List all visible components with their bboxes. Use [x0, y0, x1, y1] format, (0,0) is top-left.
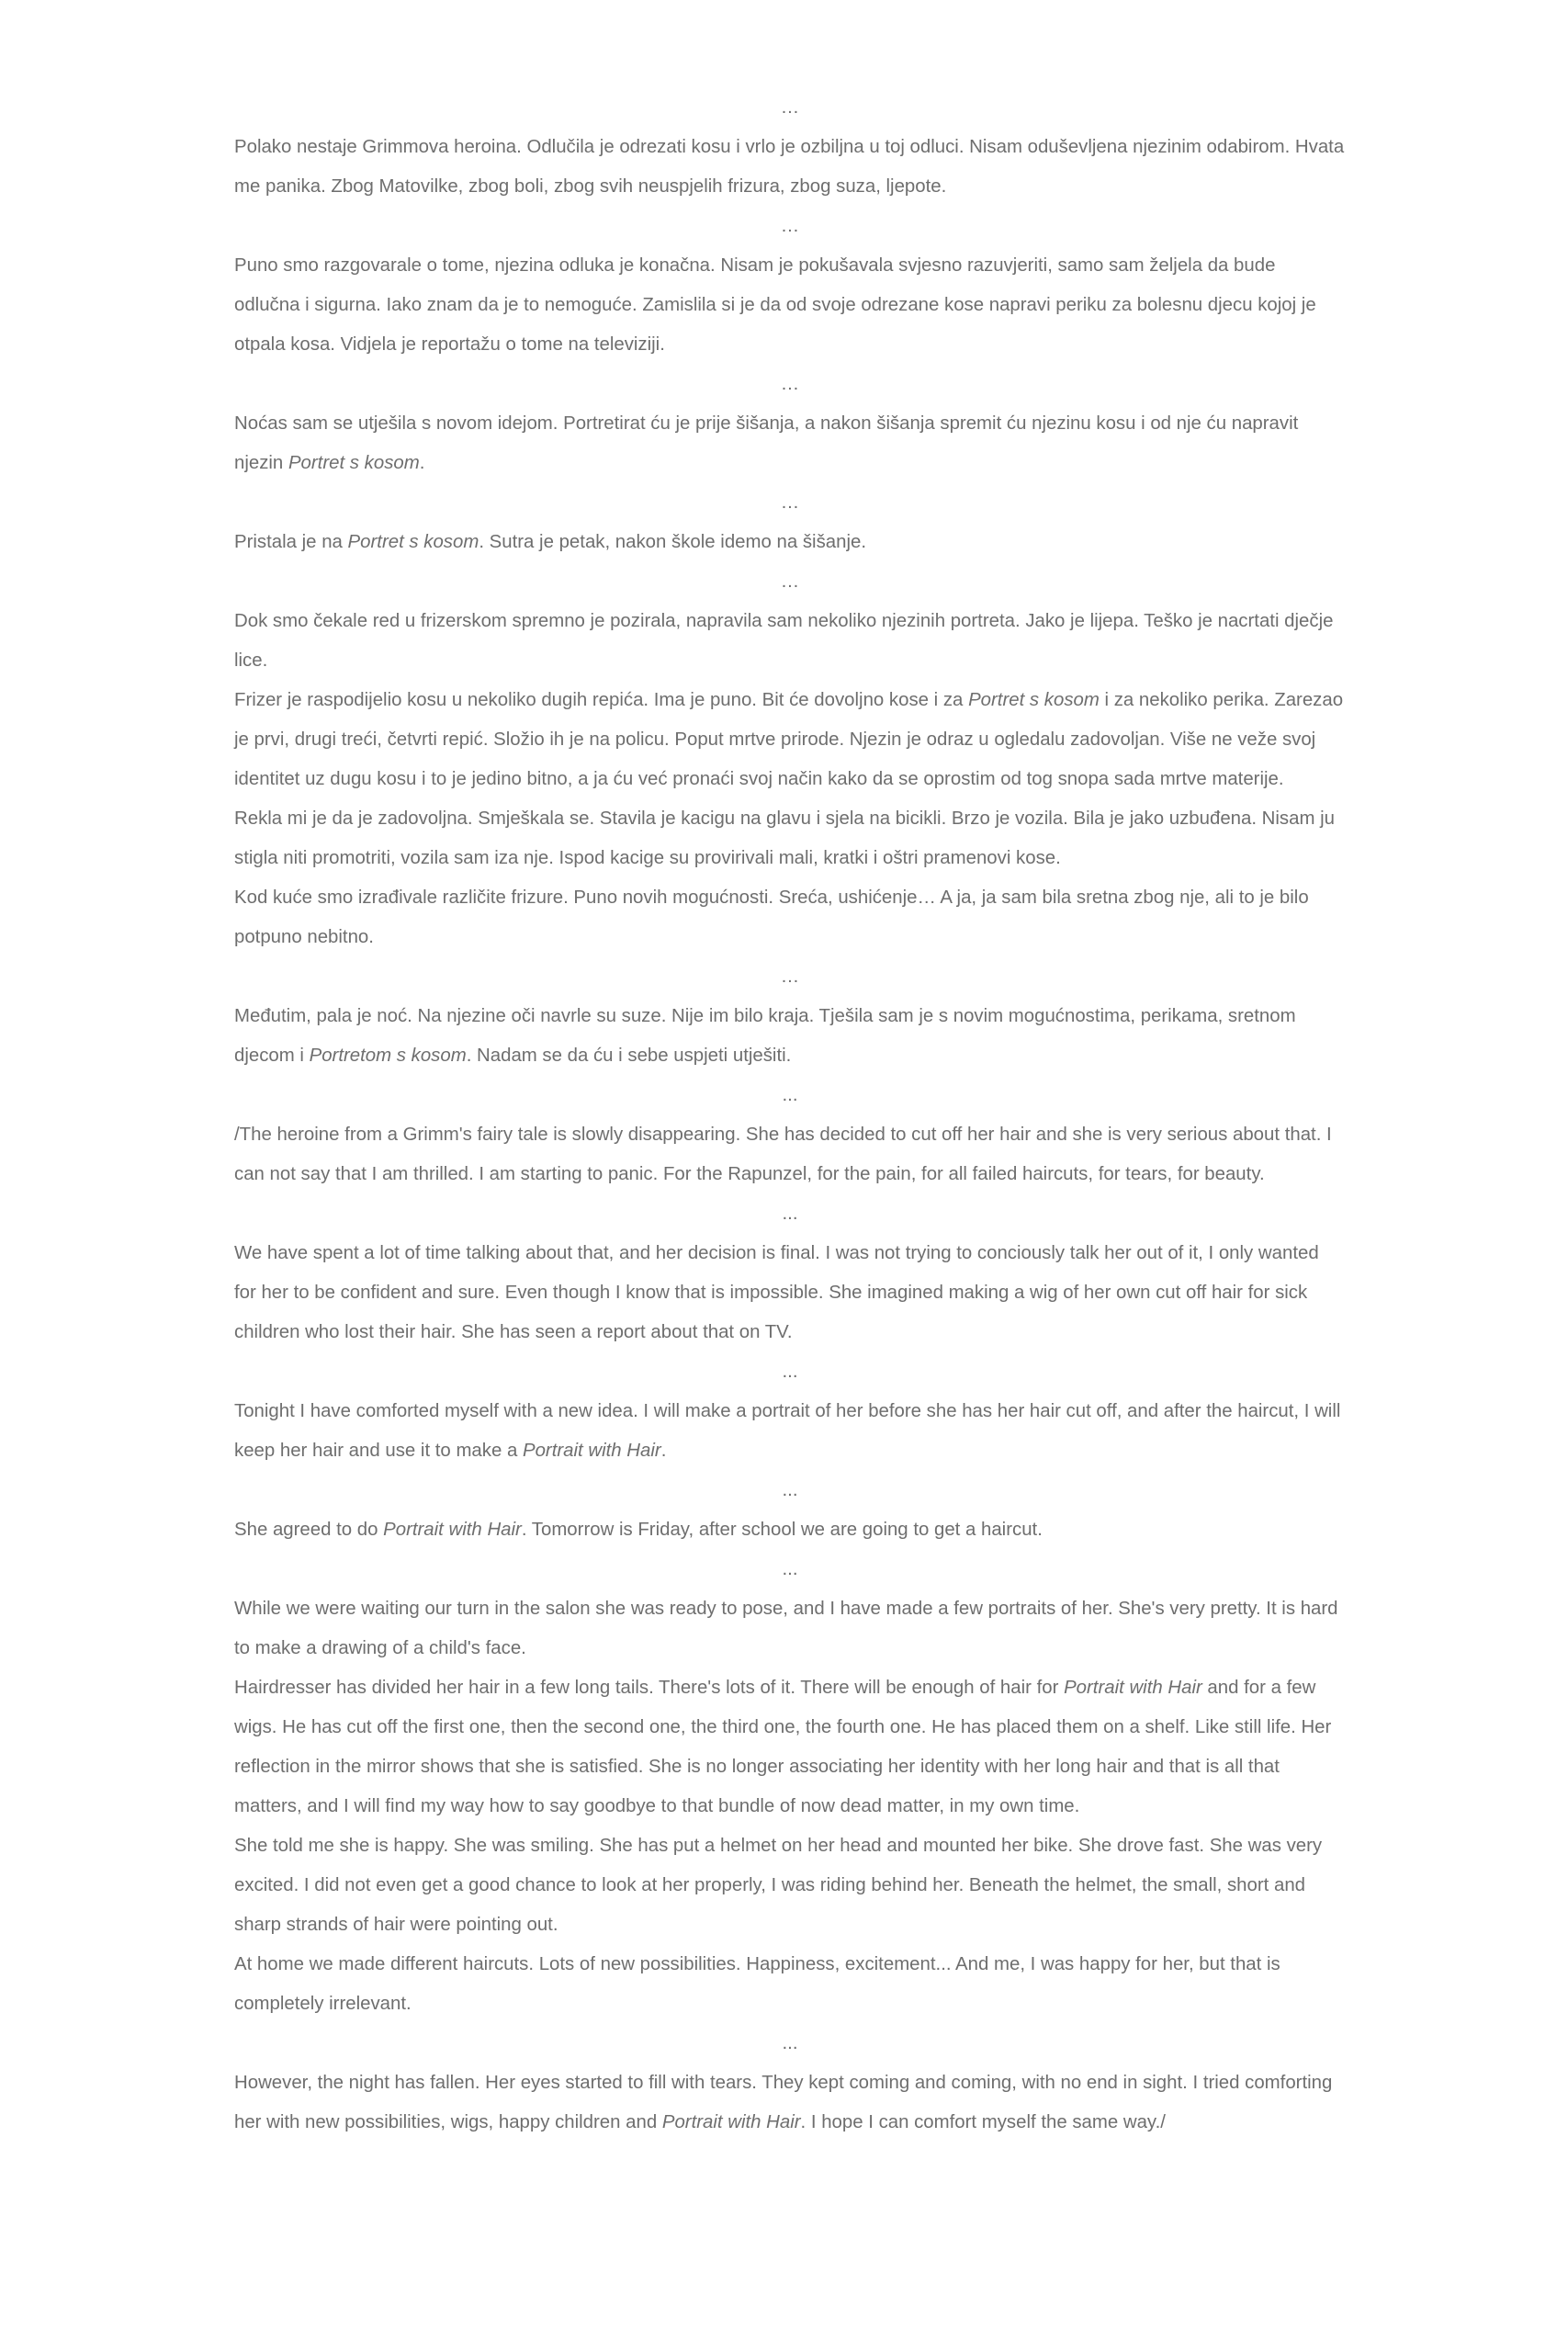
text-run: and for a few wigs. He has cut off the first one, then the second one, the third one, the fourth one. He has placed them on a shelf. Like still life. Her reflection in the mirror shows that she is satisfied. She is no longer associating her identity with her long hair and that is all that matters, and I will find my way how to say goodbye to that bundle of now dead matter, in my own time.: [234, 1678, 1332, 1816]
italic-title: Portret s kosom: [347, 532, 479, 552]
section-separator: ...: [782, 2033, 798, 2053]
text-run: She agreed to do: [234, 1520, 384, 1540]
text-run: At home we made different haircuts. Lots of new possibilities. Happiness, excitement... And me, I was happy for her, but that is completely irrelevant.: [234, 1954, 1280, 2014]
section-separator: …: [780, 492, 800, 513]
italic-title: Portret s kosom: [288, 453, 420, 473]
paragraph: [234, 997, 1346, 1076]
italic-title: Portret s kosom: [968, 690, 1100, 710]
italic-title: Portretom s kosom: [309, 1046, 467, 1066]
paragraph: [234, 1668, 1346, 1826]
section-separator: …: [780, 216, 800, 236]
paragraph: [234, 2064, 1346, 2143]
text-run: /The heroine from a Grimm's fairy tale is slowly disappearing. She has decided to cut off her hair and she is very serious about that. I can not say that I am thrilled. I am starting to panic. For the Rapunzel, for the pain, for all failed haircuts, for tears, for beauty.: [234, 1125, 1332, 1184]
paragraph: [234, 878, 1346, 957]
text-run: . Nadam se da ću i sebe uspjeti utješiti.: [466, 1046, 792, 1066]
paragraph: [234, 602, 1346, 681]
text-run: However, the night has fallen. Her eyes started to fill with tears. They kept coming and coming, with no end in sight. I tried comforting her with new possibilities, wigs, happy children and: [234, 2073, 1333, 2132]
text-run: Polako nestaje Grimmova heroina. Odlučila je odrezati kosu i vrlo je ozbiljna u toj odluci. Nisam oduševljena njezinim odabirom. Hvata me panika. Zbog Matovilke, zbog boli, zbog svih neuspjelih frizura, zbog suza, ljepote.: [234, 137, 1345, 197]
section-separator: …: [780, 97, 800, 118]
paragraph: [234, 1510, 1346, 1550]
paragraph: [234, 1945, 1346, 2024]
document-body: [234, 88, 1346, 2143]
italic-title: Portrait with Hair: [383, 1520, 522, 1540]
text-run: Puno smo razgovarale o tome, njezina odluka je konačna. Nisam je pokušavala svjesno razuvjeriti, samo sam željela da bude odlučna i sigurna. Iako znam da je to nemoguće. Zamislila si je da od svoje odrezane kose napravi periku za bolesnu djecu kojoj je otpala kosa. Vidjela je reportažu o tome na televiziji.: [234, 255, 1316, 355]
text-run: Dok smo čekale red u frizerskom spremno je pozirala, napravila sam nekoliko njezinih portreta. Jako je lijepa. Teško je nacrtati dječje lice.: [234, 611, 1334, 671]
paragraph: [234, 1392, 1346, 1471]
section-separator: ...: [782, 1085, 798, 1105]
italic-title: Portrait with Hair: [1064, 1678, 1202, 1698]
text-run: .: [419, 453, 425, 473]
paragraph: [234, 1826, 1346, 1945]
paragraph: [234, 246, 1346, 365]
italic-title: Portrait with Hair: [522, 1441, 661, 1461]
paragraph: [234, 404, 1346, 483]
text-run: She told me she is happy. She was smiling. She has put a helmet on her head and mounted her bike. She drove fast. She was very excited. I did not even get a good chance to look at her properly, I was riding behind her. Beneath the helmet, the small, short and sharp strands of hair were pointing out.: [234, 1836, 1323, 1935]
text-run: Kod kuće smo izrađivale različite frizure. Puno novih mogućnosti. Sreća, ushićenje… A ja, ja sam bila sretna zbog nje, ali to je bilo potpuno nebitno.: [234, 888, 1309, 947]
section-separator: ...: [782, 1362, 798, 1382]
text-run: . I hope I can comfort myself the same way./: [800, 2112, 1166, 2132]
paragraph: [234, 1115, 1346, 1194]
text-run: While we were waiting our turn in the salon she was ready to pose, and I have made a few portraits of her. She's very pretty. It is hard to make a drawing of a child's face.: [234, 1599, 1338, 1658]
text-run: . Tomorrow is Friday, after school we are going to get a haircut.: [521, 1520, 1043, 1540]
section-separator: ...: [782, 1480, 798, 1500]
italic-title: Portrait with Hair: [661, 2112, 801, 2132]
section-separator: …: [780, 571, 800, 592]
text-run: Hairdresser has divided her hair in a few long tails. There's lots of it. There will be enough of hair for: [234, 1678, 1065, 1698]
section-separator: ...: [782, 1204, 798, 1224]
paragraph: [234, 799, 1346, 878]
section-separator: ...: [782, 1559, 798, 1579]
paragraph: [234, 1234, 1346, 1352]
text-run: Međutim, pala je noć. Na njezine oči navrle su suze. Nije im bilo kraja. Tješila sam je s novim mogućnostima, perikama, sretnom djecom i: [234, 1006, 1296, 1066]
paragraph: [234, 523, 1346, 562]
section-separator: …: [780, 967, 800, 987]
text-run: We have spent a lot of time talking about that, and her decision is final. I was not trying to conciously talk her out of it, I only wanted for her to be confident and sure. Even though I know that is impossible. She imagined making a wig of her own cut off hair for sick children who lost their hair. She has seen a report about that on TV.: [234, 1243, 1319, 1342]
text-run: .: [660, 1441, 667, 1461]
text-run: Noćas sam se utješila s novom idejom. Portretirat ću je prije šišanja, a nakon šišanja spremit ću njezinu kosu i od nje ću napravit njezin: [234, 413, 1299, 473]
text-run: i za nekoliko perika. Zarezao je prvi, drugi treći, četvrti repić. Složio ih je na policu. Poput mrtve prirode. Njezin je odraz u ogledalu zadovoljan. Više ne veže svoj identitet uz dugu kosu i to je jedino bitno, a ja ću već pronaći svoj način kako da se oprostim od tog snopa sada mrtve materije.: [234, 690, 1344, 789]
text-run: Pristala je na: [234, 532, 348, 552]
section-separator: …: [780, 374, 800, 394]
paragraph: [234, 681, 1346, 799]
text-run: Tonight I have comforted myself with a new idea. I will make a portrait of her before she has her hair cut off, and after the haircut, I will keep her hair and use it to make a: [234, 1401, 1341, 1461]
paragraph: [234, 128, 1346, 207]
text-run: Rekla mi je da je zadovoljna. Smješkala se. Stavila je kacigu na glavu i sjela na bicikli. Brzo je vozila. Bila je jako uzbuđena. Nisam ju stigla niti promotriti, vozila sam iza nje. Ispod kacige su provirivali mali, kratki i oštri pramenovi kose.: [234, 808, 1335, 868]
text-run: . Sutra je petak, nakon škole idemo na šišanje.: [479, 532, 866, 552]
paragraph: [234, 1589, 1346, 1668]
text-run: Frizer je raspodijelio kosu u nekoliko dugih repića. Ima je puno. Bit će dovoljno kose i za: [234, 690, 969, 710]
